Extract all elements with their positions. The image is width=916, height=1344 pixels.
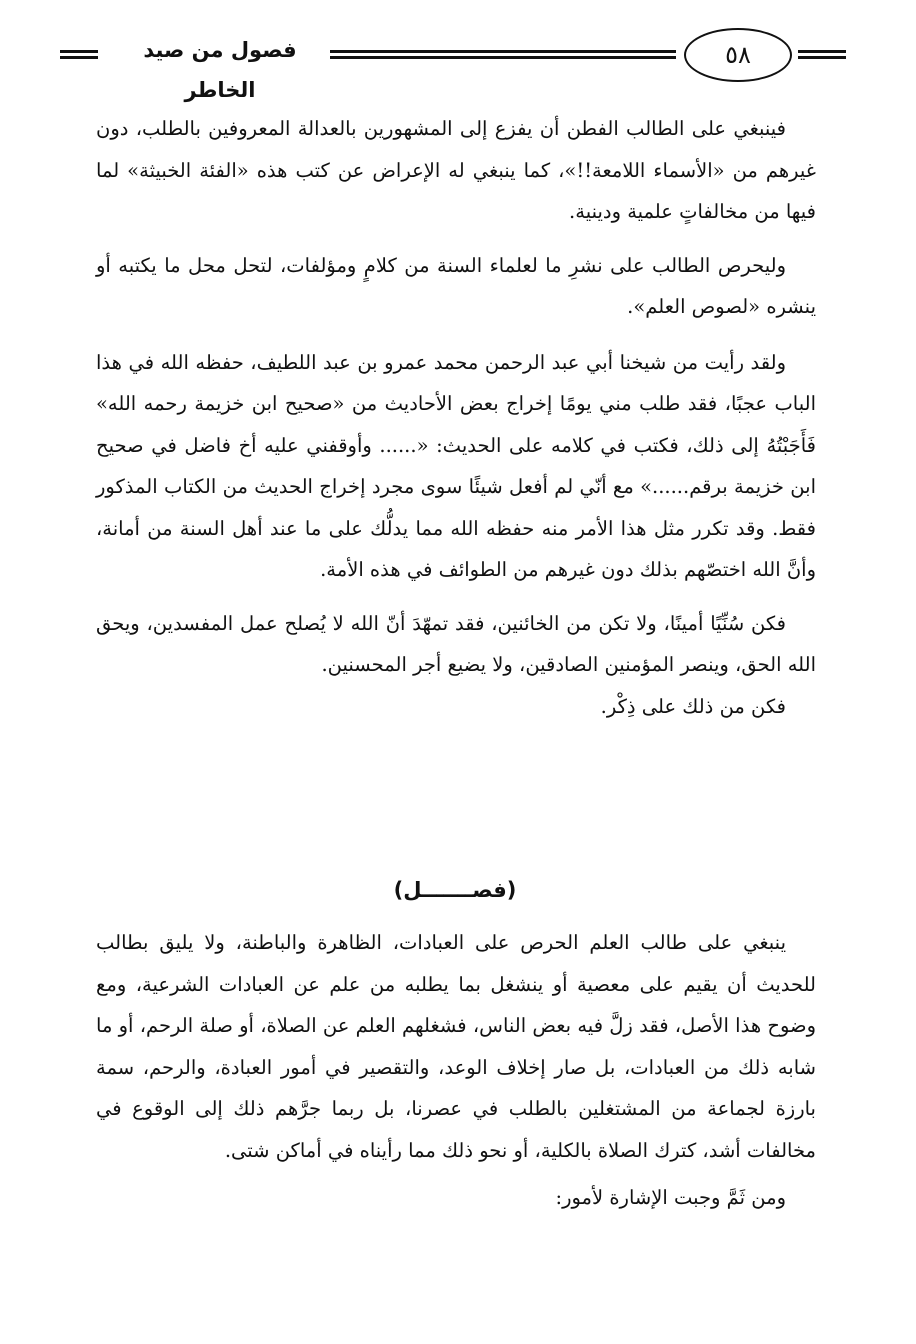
- section-paragraph: ومن ثَمَّ وجبت الإشارة لأمور:: [555, 1186, 786, 1209]
- body-text: [96, 108, 816, 727]
- section-body-text: [96, 922, 816, 1219]
- paragraph: وليحرص الطالب على نشرِ ما لعلماء السنة من كلامٍ ومؤلفات، لتحل محل ما يكتبه أو ينشره «لصوص العلم».: [96, 253, 816, 318]
- page-header: [58, 24, 864, 102]
- paragraph: فينبغي على الطالب الفطن أن يفزع إلى المشهورين بالعدالة المعروفين بالطلب، دون غيرهم من «الأسماء اللامعة!!»، كما ينبغي له الإعراض عن كتب هذه «الفئة الخبيثة» لما فيها من مخالفاتٍ علمية ودينية.: [96, 117, 816, 223]
- paragraph: فكن سُنِّيًا أمينًا، ولا تكن من الخائنين، فقد تمهّدَ أنّ الله لا يُصلح عمل المفسدين، ويحق الله الحق، وينصر المؤمنين الصادقين، ولا يضيع أجر المحسنين.: [96, 611, 816, 676]
- running-title: فصول من صيد الخاطر: [143, 38, 297, 102]
- header-rule-left: [60, 50, 98, 59]
- section-heading: (فصـــــــل): [393, 878, 517, 902]
- paragraph: فكن من ذلك على ذِكْر.: [600, 694, 786, 718]
- section-paragraph: ينبغي على طالب العلم الحرص على العبادات، الظاهرة والباطنة، ولا يليق بطالب للحديث أن يقيم على معصية أو ينشغل بما يطلبه من علم عن العبادات الشرعية، ومع وضوح هذا الأصل، فقد زلَّ فيه بعض الناس، فشغلهم العلم عن الصلاة، أو صلة الرحم، أو ما شابه ذلك من العبادات، بل صار إخلاف الوعد، والتقصير في أمور العبادة، والرحم، سمة بارزة لجماعة من المشتغلين بالطلب في عصرنا، بل ربما جرَّهم ذلك إلى الوقوع في مخالفات أشد، كترك الصلاة بالكلية، أو نحو ذلك مما رأيناه في أماكن شتى.: [96, 931, 816, 1162]
- header-rule-right: [798, 50, 846, 59]
- header-rule-middle: [330, 50, 676, 59]
- page-number: ٥٨: [684, 28, 792, 82]
- paragraph: ولقد رأيت من شيخنا أبي عبد الرحمن محمد عمرو بن عبد اللطيف، حفظه الله في هذا الباب عجبًا، فقد طلب مني يومًا إخراج بعض الأحاديث من «صحيح ابن خزيمة رحمه الله» فَأَجَبْتُهُ إلى ذلك، فكتب في كلامه على الحديث: «...... وأوقفني عليه أخ فاضل في صحيح ابن خزيمة برقم......» مع أنّي لم أفعل شيئًا سوى مجرد إخراج الحديث من الكتاب المذكور فقط. وقد تكرر مثل هذا الأمر منه حفظه الله مما يدلُّك على ما عند أهل السنة من أمانة، وأنَّ الله اختصّهم بذلك دون غيرهم من الطوائف في هذه الأمة.: [96, 350, 816, 581]
